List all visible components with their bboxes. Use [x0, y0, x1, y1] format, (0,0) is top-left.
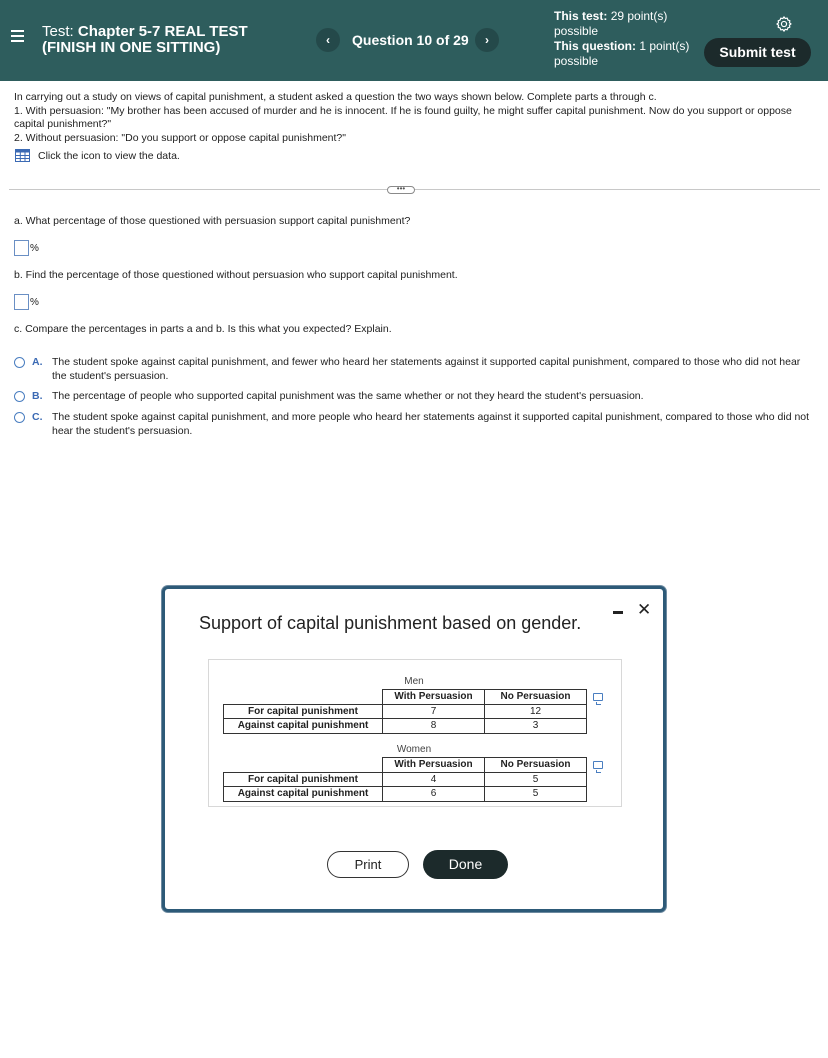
submit-test-button[interactable]: Submit test	[704, 38, 811, 67]
table-row	[224, 787, 587, 802]
table-icon[interactable]	[15, 149, 30, 162]
option-c-letter: C.	[32, 411, 43, 423]
table-row	[224, 772, 587, 787]
row-label: For capital punishment	[224, 704, 383, 719]
question-counter: Question 10 of 29	[352, 32, 469, 48]
part-a-input[interactable]	[14, 240, 29, 256]
table-row	[224, 719, 587, 734]
table-corner	[224, 690, 383, 705]
expand-more-button[interactable]: •••	[387, 186, 415, 194]
minimize-icon[interactable]	[613, 611, 623, 614]
data-modal	[162, 586, 666, 912]
table-corner	[224, 758, 383, 773]
points-info	[554, 9, 694, 69]
option-b-letter: B.	[32, 390, 43, 402]
item-2-text: 2. Without persuasion: "Do you support or oppose capital punishment?"	[14, 131, 346, 144]
option-a-letter: A.	[32, 356, 43, 368]
this-test-label: This test:	[554, 9, 608, 23]
option-b-radio[interactable]	[14, 391, 25, 402]
done-button[interactable]: Done	[423, 850, 508, 879]
part-a-answer	[14, 240, 39, 256]
view-data-text[interactable]: Click the icon to view the data.	[38, 149, 180, 162]
copy-table-icon[interactable]	[593, 761, 603, 769]
copy-table-icon[interactable]	[593, 693, 603, 701]
view-data-link[interactable]	[15, 149, 180, 162]
option-b[interactable]	[14, 390, 814, 404]
table-cell: 6	[383, 787, 485, 802]
option-b-text[interactable]: The percentage of people who supported capital punishment was the same whether or not they heard the student's persuasion.	[52, 390, 644, 402]
close-icon[interactable]: ✕	[637, 600, 652, 619]
part-b-answer	[14, 294, 39, 310]
table-cell: 4	[383, 772, 485, 787]
print-button[interactable]: Print	[327, 851, 409, 878]
top-bar	[0, 0, 828, 81]
part-b-prompt: b. Find the percentage of those questioned without persuasion who support capital punishment.	[14, 269, 458, 281]
women-table	[223, 757, 587, 802]
title-line-2: (FINISH IN ONE SITTING)	[42, 39, 221, 56]
column-header: With Persuasion	[383, 690, 485, 705]
gear-icon[interactable]	[775, 15, 793, 33]
table-cell: 3	[485, 719, 587, 734]
table-cell: 7	[383, 704, 485, 719]
row-label: For capital punishment	[224, 772, 383, 787]
table-cell: 8	[383, 719, 485, 734]
column-header: No Persuasion	[485, 690, 587, 705]
question-intro	[14, 91, 804, 145]
option-a-text[interactable]: The student spoke against capital punishment, and fewer who heard her statements against it supported capital punishment, compared to those who did not hear the student's persuasion.	[52, 356, 801, 382]
this-question-label: This question:	[554, 39, 636, 53]
column-header: No Persuasion	[485, 758, 587, 773]
option-c-radio[interactable]	[14, 412, 25, 423]
menu-icon[interactable]	[11, 30, 24, 44]
part-c-prompt: c. Compare the percentages in parts a and b. Is this what you expected? Explain.	[14, 323, 392, 335]
item-1-text: 1. With persuasion: "My brother has been accused of murder and he is innocent. If he is found guilty, he might suffer capital punishment. Now do you support or oppose capital punishment?"	[14, 104, 792, 130]
this-test-value: 29 point(s) possible	[554, 9, 668, 38]
women-group-label: Women	[396, 744, 432, 755]
percent-sign: %	[30, 242, 39, 254]
intro-text: In carrying out a study on views of capital punishment, a student asked a question the two ways shown below. Complete parts a through c.	[14, 91, 657, 103]
table-cell: 5	[485, 787, 587, 802]
part-a-prompt: a. What percentage of those questioned with persuasion support capital punishment?	[14, 215, 411, 227]
table-row	[224, 704, 587, 719]
column-header: With Persuasion	[383, 758, 485, 773]
modal-title: Support of capital punishment based on gender.	[199, 613, 582, 633]
option-a-radio[interactable]	[14, 357, 25, 368]
men-group-label: Men	[404, 676, 424, 687]
title-line-1: Chapter 5-7 REAL TEST	[77, 23, 248, 40]
row-label: Against capital punishment	[224, 719, 383, 734]
table-cell: 5	[485, 772, 587, 787]
table-cell: 12	[485, 704, 587, 719]
data-table-panel	[208, 659, 622, 807]
men-table	[223, 689, 587, 734]
title-prefix: Test:	[42, 23, 78, 40]
previous-question-button[interactable]: ‹	[316, 28, 340, 52]
option-c-text[interactable]: The student spoke against capital punishment, and more people who heard her statements against it supported capital punishment, compared to those who did not hear the student's persuasion.	[52, 411, 810, 437]
next-question-button[interactable]: ›	[475, 28, 499, 52]
row-label: Against capital punishment	[224, 787, 383, 802]
test-title	[42, 24, 248, 56]
part-b-input[interactable]	[14, 294, 29, 310]
this-question-value: 1 point(s) possible	[554, 39, 690, 68]
option-a[interactable]	[14, 356, 814, 383]
percent-sign: %	[30, 296, 39, 308]
option-c[interactable]	[14, 411, 814, 438]
